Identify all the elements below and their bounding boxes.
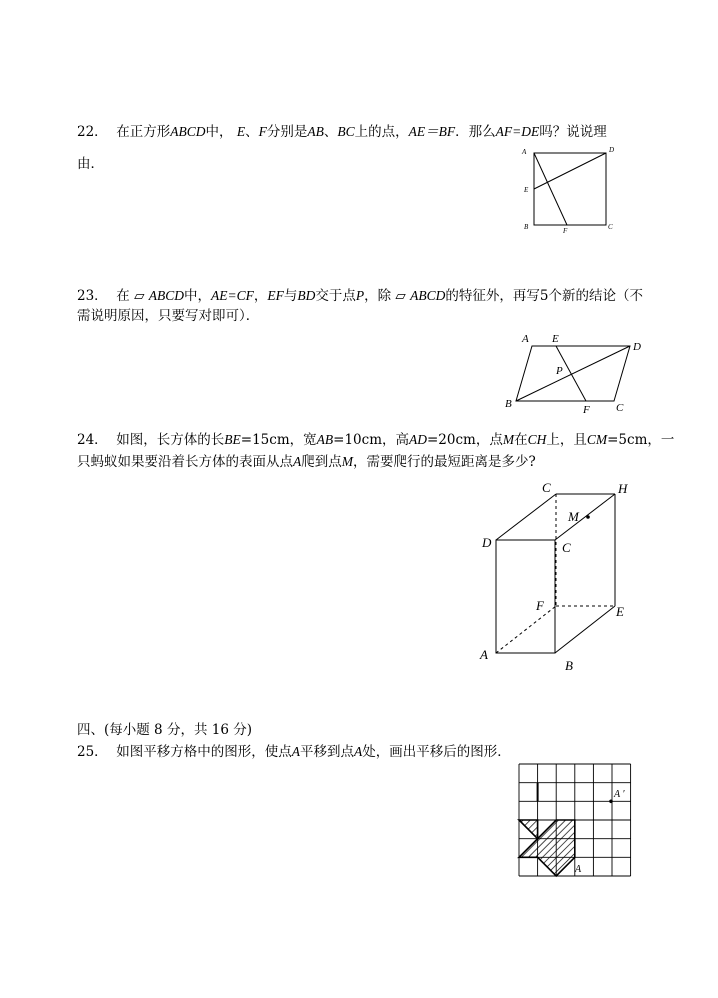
segment-af — [534, 153, 567, 225]
q22-square-figure — [515, 140, 625, 235]
q25-number: 25． — [77, 744, 108, 760]
q23-line-1: 23． 在 ▱ ABCD中，AE=CF，EF与BD交于点P，除 ▱ ABCD的特征外，再写5个新的结论（不 — [77, 288, 643, 304]
edge-bottom-right — [555, 606, 615, 653]
q23-number: 23． — [77, 288, 108, 304]
label-f: F — [583, 404, 590, 415]
label-c: C — [616, 402, 624, 414]
front-face — [496, 540, 555, 653]
label-e: E — [616, 604, 624, 619]
hatched-shape — [519, 820, 575, 876]
label-a: A — [480, 647, 488, 662]
segment-bd — [516, 346, 630, 401]
label-d: D — [633, 341, 641, 353]
label-e: E — [524, 186, 529, 194]
point-m — [586, 515, 590, 519]
label-a-prime: A ′ — [614, 789, 625, 800]
parallelogram-symbol: ▱ — [134, 288, 145, 304]
label-h: H — [618, 481, 628, 496]
q24-number: 24． — [77, 432, 108, 448]
q25-grid-figure — [512, 760, 637, 882]
label-b: B — [565, 658, 573, 673]
label-p: P — [556, 365, 563, 377]
label-e: E — [552, 333, 559, 345]
hidden-edge-diagonal — [496, 606, 556, 653]
label-b: B — [505, 398, 512, 410]
q23-parallelogram-figure — [500, 330, 650, 415]
label-d: D — [609, 146, 615, 154]
q22-number: 22． — [77, 124, 108, 140]
label-c-front: C — [562, 540, 571, 555]
label-c: C — [608, 223, 613, 231]
label-f: F — [563, 227, 568, 235]
q24-cuboid-figure — [470, 475, 645, 675]
q24-line-2: 只蚂蚁如果要沿着长方体的表面从点A爬到点M，需要爬行的最短距离是多少? — [77, 454, 536, 470]
q22-line-1: 22． 在正方形ABCD中， E、F分别是AB、BC上的点，AE＝BF．那么AF=DE吗？说说理 — [77, 124, 607, 140]
square-abcd — [534, 153, 606, 225]
segment-de — [534, 153, 606, 189]
point-a-prime — [609, 800, 613, 804]
label-a: A — [575, 864, 582, 875]
label-a: A — [522, 333, 529, 345]
q23-line-2: 需说明原因，只要写对即可）． — [77, 308, 260, 324]
q22-line-2: 由． — [77, 156, 104, 172]
q24-line-1: 24． 如图，长方体的长BE=15cm，宽AB=10cm，高AD=20cm，点M在CH上，且CM=5cm，一 — [77, 432, 675, 448]
parallelogram-symbol: ▱ — [395, 288, 406, 304]
section-4-heading: 四、(每小题 8 分，共 16 分) — [77, 722, 252, 738]
label-c-top: C — [542, 480, 551, 495]
label-m: M — [568, 509, 579, 524]
label-a: A — [522, 148, 527, 156]
label-b: B — [524, 223, 529, 231]
label-f: F — [536, 598, 544, 613]
edge-top-right — [555, 494, 615, 540]
edge-top-left — [496, 494, 556, 540]
q25-line-1: 25． 如图平移方格中的图形，使点A平移到点A处，画出平移后的图形． — [77, 744, 511, 760]
label-d: D — [482, 535, 492, 550]
